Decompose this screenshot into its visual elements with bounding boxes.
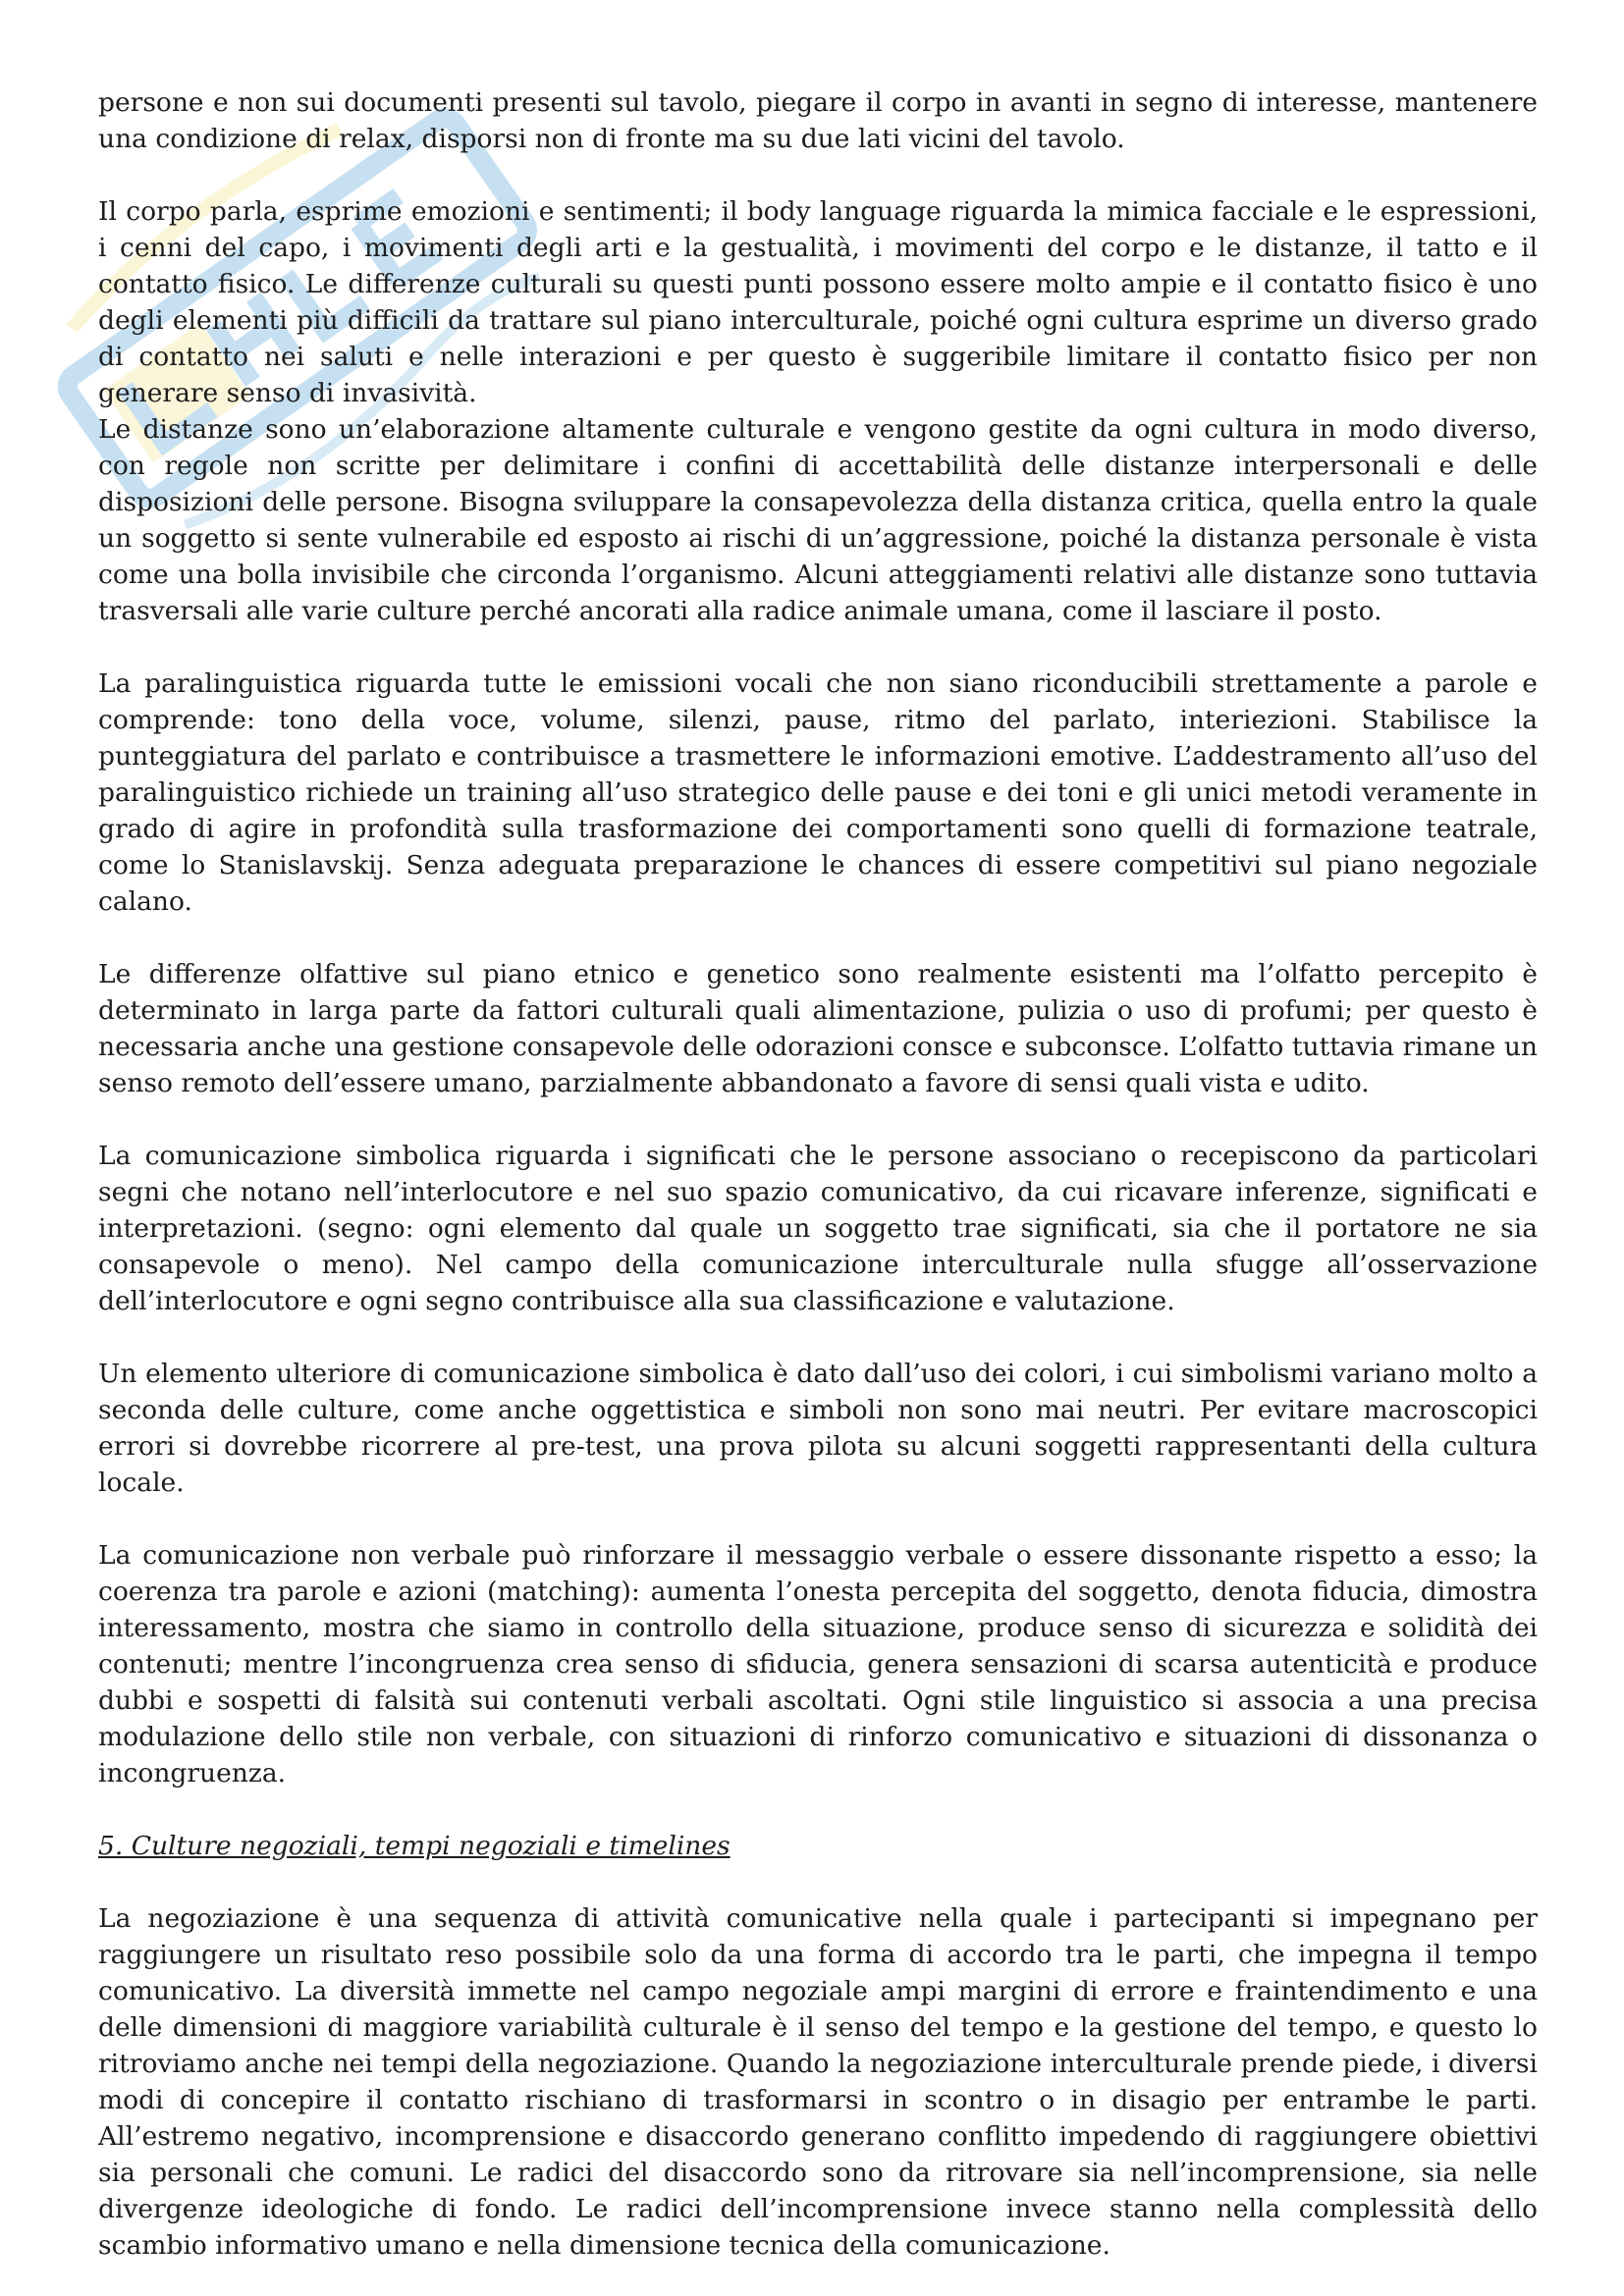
paragraph-symbolic-communication: La comunicazione simbolica riguarda i significati che le persone associano o recepiscono da particolari segni che notano nell’interlocutore e nel suo spazio comunicativo, da cui ricavare inferenze, significati e interpretazioni. (segno: ogni elemento dal quale un soggetto trae significati, sia che il portatore ne sia consapevole o meno). Nel campo della comunicazione interculturale nulla sfugge all’osservazione dell’interlocutore e ogni segno contribuisce alla sua classificazione e valutazione. bbox=[98, 1141, 1538, 1316]
document-body bbox=[98, 84, 1538, 2264]
paragraph-olfactory: Le differenze olfattive sul piano etnico e genetico sono realmente esistenti ma l’olfatto percepito è determinato in larga parte da fattori culturali quali alimentazione, pulizia o uso di profumi; per questo è necessaria anche una gestione consapevole delle odorazioni consce e subconsce. L’olfatto tuttavia rimane un senso remoto dell’essere umano, parzialmente abbandonato a favore di sensi quali vista e udito. bbox=[98, 959, 1538, 1098]
paragraph-distances: Le distanze sono un’elaborazione altamente culturale e vengono gestite da ogni cultura in modo diverso, con regole non scritte per delimitare i confini di accettabilità delle distanze interpersonali e delle disposizioni delle persone. Bisogna sviluppare la consapevolezza della distanza critica, quella entro la quale un soggetto si sente vulnerabile ed esposto ai rischi di un’aggressione, poiché la distanza personale è vista come una bolla invisibile che circonda l’organismo. Alcuni atteggiamenti relativi alle distanze sono tuttavia trasversali alle varie culture perché ancorati alla radice animale umana, come il lasciare il posto. bbox=[98, 414, 1538, 626]
section-heading: 5. Culture negoziali, tempi negoziali e timelines bbox=[98, 1831, 731, 1861]
paragraph-nonverbal-coherence: La comunicazione non verbale può rinforzare il messaggio verbale o essere dissonante rispetto a esso; la coerenza tra parole e azioni (matching): aumenta l’onesta percepita del soggetto, denota fiducia, dimostra interessamento, mostra che siamo in controllo della situazione, produce senso di sicurezza e solidità dei contenuti; mentre l’incongruenza crea senso di sfiducia, genera sensazioni di scarsa autenticità e produce dubbi e sospetti di falsità sui contenuti verbali ascoltati. Ogni stile linguistico si associa a una precisa modulazione dello stile non verbale, con situazioni di rinforzo comunicativo e situazioni di dissonanza o incongruenza. bbox=[98, 1540, 1538, 1789]
paragraph-negotiation: La negoziazione è una sequenza di attività comunicative nella quale i partecipanti si impegnano per raggiungere un risultato reso possibile solo da una forma di accordo tra le parti, che impegna il tempo comunicativo. La diversità immette nel campo negoziale ampi margini di errore e fraintendimento e una delle dimensioni di maggiore variabilità culturale è il senso del tempo e la gestione del tempo, e questo lo ritroviamo anche nei tempi della negoziazione. Quando la negoziazione interculturale prende piede, i diversi modi di concepire il contatto rischiano di trasformarsi in scontro o in disagio per entrambe le parti. All’estremo negativo, incomprensione e disaccordo generano conflitto impedendo di raggiungere obiettivi sia personali che comuni. Le radici del disaccordo sono da ritrovare sia nell’incomprensione, sia nelle divergenze ideologiche di fondo. Le radici dell’incomprensione invece stanno nella complessità dello scambio informativo umano e nella dimensione tecnica della comunicazione. bbox=[98, 1903, 1538, 2261]
paragraph-paralinguistics: La paralinguistica riguarda tutte le emissioni vocali che non siano riconducibili strettamente a parole e comprende: tono della voce, volume, silenzi, pause, ritmo del parlato, interiezioni. Stabilisce la punteggiatura del parlato e contribuisce a trasmettere le informazioni emotive. L’addestramento all’uso del paralinguistico richiede un training all’uso strategico delle pause e dei toni e gli unici metodi veramente in grado di agire in profondità sulla trasformazione dei comportamenti sono quelli di formazione teatrale, come lo Stanislavskij. Senza adeguata preparazione le chances di essere competitivi sul piano negoziale calano. bbox=[98, 668, 1538, 917]
paragraph-table-posture: persone e non sui documenti presenti sul tavolo, piegare il corpo in avanti in segno di interesse, mantenere una condizione di relax, disporsi non di fronte ma su due lati vicini del tavolo. bbox=[98, 87, 1538, 154]
paragraph-colors-symbolism: Un elemento ulteriore di comunicazione simbolica è dato dall’uso dei colori, i cui simbolismi variano molto a seconda delle culture, come anche oggettistica e simboli non sono mai neutri. Per evitare macroscopici errori si dovrebbe ricorrere al pre-test, una prova pilota su alcuni soggetti rappresentanti della cultura locale. bbox=[98, 1359, 1538, 1498]
paragraph-body-language: Il corpo parla, esprime emozioni e sentimenti; il body language riguarda la mimica facciale e le espressioni, i cenni del capo, i movimenti degli arti e la gestualità, i movimenti del corpo e le distanze, il tatto e il contatto fisico. Le differenze culturali su questi punti possono essere molto ampie e il contatto fisico è uno degli elementi più difficili da trattare sul piano interculturale, poiché ogni cultura esprime un diverso grado di contatto nei saluti e nelle interazioni e per questo è suggeribile limitare il contatto fisico per non generare senso di invasività. bbox=[98, 196, 1538, 408]
